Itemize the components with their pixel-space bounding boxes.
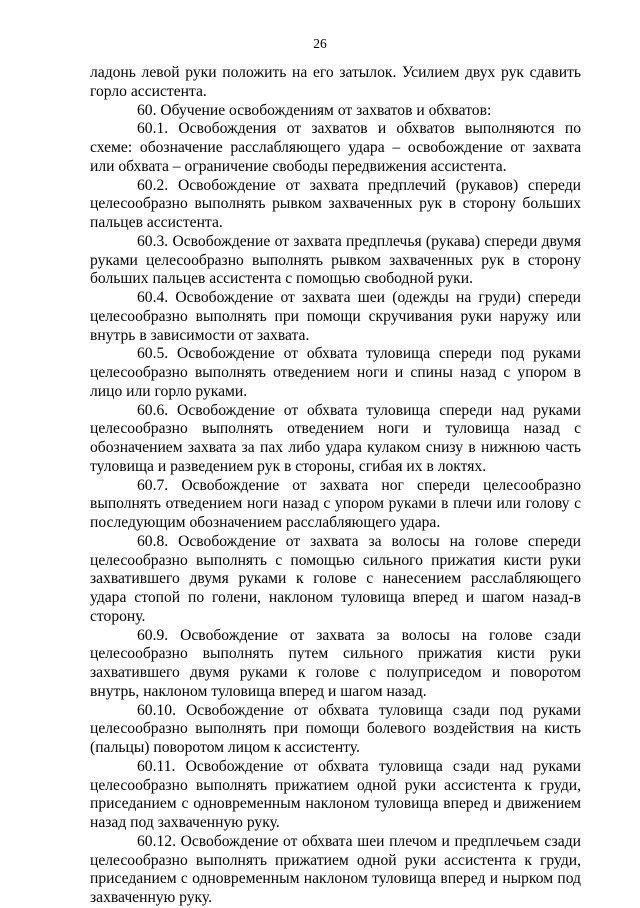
paragraph-continuation: ладонь левой руки положить на его затылок. Усилием двух рук сдавить горло ассистента. — [90, 64, 581, 100]
paragraph-60-11: 60.11. Освобождение от обхвата туловища сзади над руками целесообразно выполнять прижатием одной руки ассистента к груди, приседанием с одновременным наклоном туловища вперед и движением назад под захваченную руку. — [90, 757, 581, 831]
paragraph-60-5: 60.5. Освобождение от обхвата туловища спереди под руками целесообразно выполнять отведением ноги и спины назад с упором в лицо или горло руками. — [90, 345, 581, 400]
paragraph-60-2: 60.2. Освобождение от захвата предплечий (рукавов) спереди целесообразно выполнять рывком захваченных рук в сторону больших пальцев ассистента. — [90, 176, 581, 231]
paragraph-60-10: 60.10. Освобождение от обхвата туловища сзади под руками целесообразно выполнять при помощи болевого воздействия на кисть (пальцы) поворотом лицом к ассистенту. — [90, 701, 581, 756]
paragraph-60-6: 60.6. Освобождение от обхвата туловища спереди над руками целесообразно выполнять отведением ноги и туловища назад с обозначением захвата за пах либо удара кулаком снизу в нижнюю часть туловища и разведением рук в стороны, сгибая их в локтях. — [90, 401, 581, 475]
paragraph-60-7: 60.7. Освобождение от захвата ног спереди целесообразно выполнять отведением ноги назад с упором руками в плечи или голову с последующим обозначением расслабляющего удара. — [90, 476, 581, 531]
paragraph-60-1: 60.1. Освобождения от захватов и обхватов выполняются по схеме: обозначение расслабляющего удара – освобождение от захвата или обхвата – ограничение свободы передвижения ассистента. — [90, 120, 581, 175]
paragraph-60-8: 60.8. Освобождение от захвата за волосы на голове спереди целесообразно выполнять с помощью сильного прижатия кисти руки захватившего двумя руками к голове с нанесением расслабляющего удара стопой по голени, наклоном туловища вперед и шагом назад-в сторону. — [90, 532, 581, 625]
paragraph-60-3: 60.3. Освобождение от захвата предплечья (рукава) спереди двумя руками целесообразно выполнять рывком захваченных рук в сторону больших пальцев ассистента с помощью свободной руки. — [90, 232, 581, 288]
paragraph-60-4: 60.4. Освобождение от захвата шеи (одежды на груди) спереди целесообразно выполнять при помощи скручивания руки наружу или внутрь в зависимости от захвата. — [90, 289, 581, 344]
paragraph-60-9: 60.9. Освобождение от захвата за волосы на голове сзади целесообразно выполнять путем сильного прижатия кисти руки захватившего двумя руками к голове с полуприседом и поворотом внутрь, наклоном туловища вперед и шагом назад. — [90, 626, 581, 700]
document-body — [90, 64, 581, 908]
section-heading-60: 60. Обучение освобождениям от захватов и обхватов: — [137, 101, 492, 119]
page-number: 26 — [313, 36, 327, 51]
paragraph-60-12: 60.12. Освобождение от обхвата шеи плечом и предплечьем сзади целесообразно выполнять прижатием одной руки ассистента к груди, приседанием с одновременным наклоном туловища вперед и нырком под захваченную руку. — [90, 832, 581, 906]
